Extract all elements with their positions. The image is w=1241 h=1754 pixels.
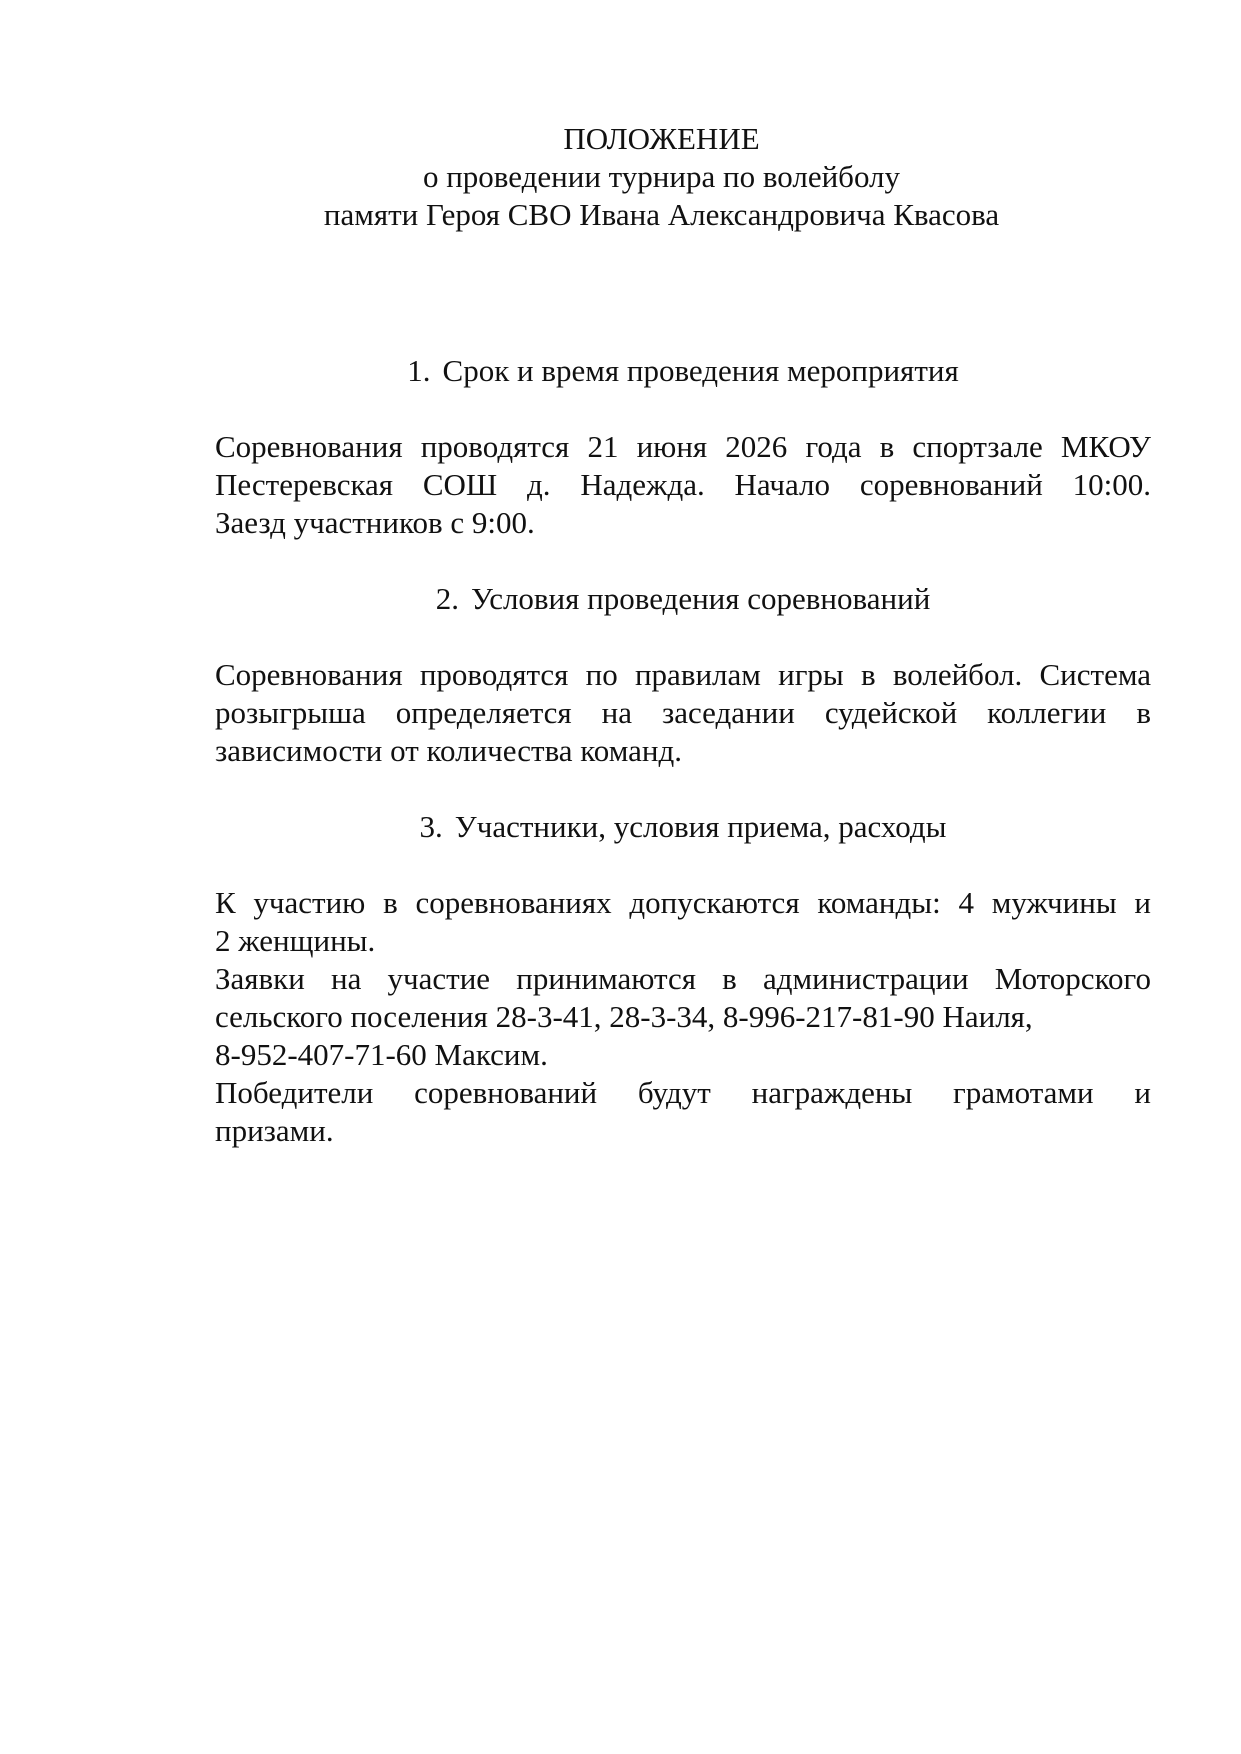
section-2-line-3: зависимости от количества команд. bbox=[215, 733, 682, 768]
section-1-line-3: Заезд участников с 9:00. bbox=[215, 505, 535, 540]
section-3-line-4: сельского поселения 28-3-41, 28-3-34, 8-996-217-81-90 Наиля, bbox=[215, 999, 1033, 1034]
section-1-title: Срок и время проведения мероприятия bbox=[442, 353, 959, 388]
section-1-line-1: Соревнования проводятся 21 июня 2026 года в спортзале МКОУ bbox=[215, 429, 1151, 464]
section-2-heading bbox=[215, 580, 1151, 618]
section-1-paragraph bbox=[215, 428, 1151, 542]
document-body bbox=[215, 352, 1151, 1188]
section-3-line-7: призами. bbox=[215, 1113, 334, 1148]
section-1-heading bbox=[215, 352, 1151, 390]
section-2-title: Условия проведения соревнований bbox=[470, 581, 931, 616]
section-3-line-3: Заявки на участие принимаются в администрации Моторского bbox=[215, 961, 1151, 996]
section-2-number: 2. bbox=[435, 581, 459, 616]
section-3-heading bbox=[215, 808, 1151, 846]
section-1-number: 1. bbox=[407, 353, 431, 388]
section-3-number: 3. bbox=[419, 809, 443, 844]
section-2-line-1: Соревнования проводятся по правилам игры в волейбол. Система bbox=[215, 657, 1151, 692]
section-2-paragraph bbox=[215, 656, 1151, 770]
section-2-line-2: розыгрыша определяется на заседании судейской коллегии в bbox=[215, 695, 1151, 730]
title-line-3: памяти Героя СВО Ивана Александровича Квасова bbox=[323, 197, 1000, 232]
section-3-paragraph bbox=[215, 884, 1151, 1150]
title-line-1: ПОЛОЖЕНИЕ bbox=[563, 121, 760, 156]
section-3-line-6: Победители соревнований будут награждены грамотами и bbox=[215, 1075, 1151, 1110]
title-line-2: о проведении турнира по волейболу bbox=[422, 159, 901, 194]
section-3-line-5: 8-952-407-71-60 Максим. bbox=[215, 1037, 548, 1072]
section-3-line-2: 2 женщины. bbox=[215, 923, 376, 958]
section-1-line-2: Пестеревская СОШ д. Надежда. Начало соревнований 10:00. bbox=[215, 467, 1151, 502]
section-3-line-1: К участию в соревнованиях допускаются команды: 4 мужчины и bbox=[215, 885, 1151, 920]
document-title bbox=[0, 120, 1241, 234]
section-3-title: Участники, условия приема, расходы bbox=[454, 809, 947, 844]
